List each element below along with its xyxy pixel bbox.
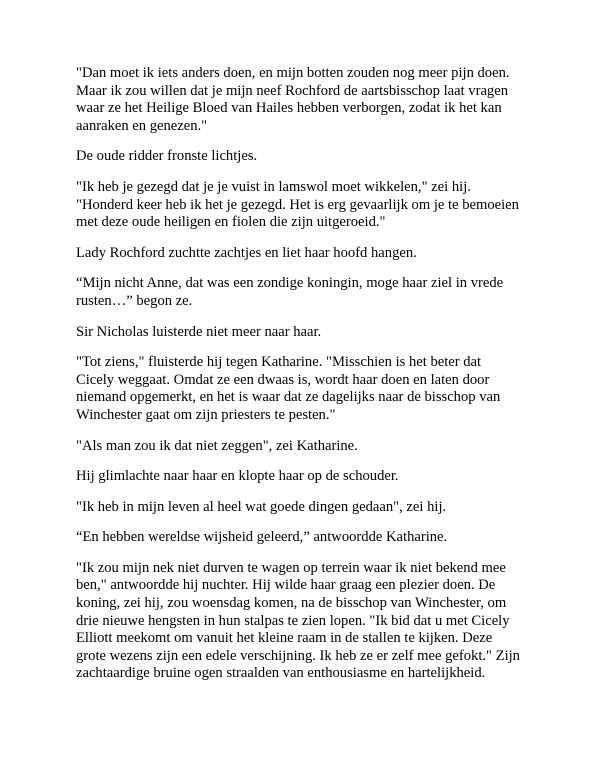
paragraph-12: "Ik zou mijn nek niet durven te wagen op terrein waar ik niet bekend mee ben," antwoordde hij nuchter. Hij wilde haar graag een plezier doen. De koning, zei hij, zou woensdag komen, na de bisschop van Winchester, om drie nieuwe hengsten in hun stalpas te zien lopen. "Ik bid dat u met Cicely Elliott meekomt om vanuit het kleine raam in de stallen te kijken. Deze grote wezens zijn een edele verschijning. Ik heb ze er zelf mee gefokt." Zijn zachtaardige bruine ogen straalden van enthousiasme en hartelijkheid. [76, 559, 520, 682]
paragraph-5: “Mijn nicht Anne, dat was een zondige koningin, moge haar ziel in vrede rusten…” begon ze. [76, 275, 504, 309]
paragraph-6: Sir Nicholas luisterde niet meer naar haar. [76, 323, 322, 340]
paragraph-9: Hij glimlachte naar haar en klopte haar op de schouder. [76, 468, 399, 485]
paragraph-3: "Ik heb je gezegd dat je je vuist in lamswol moet wikkelen," zei hij. "Honderd keer heb ik het je gezegd. Het is erg gevaarlijk om je te bemoeien met deze oude heiligen en fiolen die zijn uitgeroeid." [76, 178, 519, 231]
paragraph-1: "Dan moet ik iets anders doen, en mijn botten zouden nog meer pijn doen. Maar ik zou willen dat je mijn neef Rochford de aartsbisschop laat vragen waar ze het Heilige Bloed van Hailes hebben verborgen, zodat ik het kan aanraken en genezen." [76, 65, 510, 134]
paragraph-11: “En hebben wereldse wijsheid geleerd,” antwoordde Katharine. [76, 529, 448, 546]
paragraph-8: "Als man zou ik dat niet zeggen", zei Katharine. [76, 437, 358, 454]
document-body [76, 65, 536, 696]
paragraph-7: "Tot ziens," fluisterde hij tegen Katharine. "Misschien is het beter dat Cicely weggaat. Omdat ze een dwaas is, wordt haar doen en laten door niemand opgemerkt, en het is waar dat ze dagelijks naar de bisschop van Winchester gaat om zijn priesters te pesten." [76, 354, 501, 423]
paragraph-2: De oude ridder fronste lichtjes. [76, 148, 258, 165]
paragraph-10: "Ik heb in mijn leven al heel wat goede dingen gedaan", zei hij. [76, 498, 447, 515]
paragraph-4: Lady Rochford zuchtte zachtjes en liet haar hoofd hangen. [76, 244, 417, 261]
